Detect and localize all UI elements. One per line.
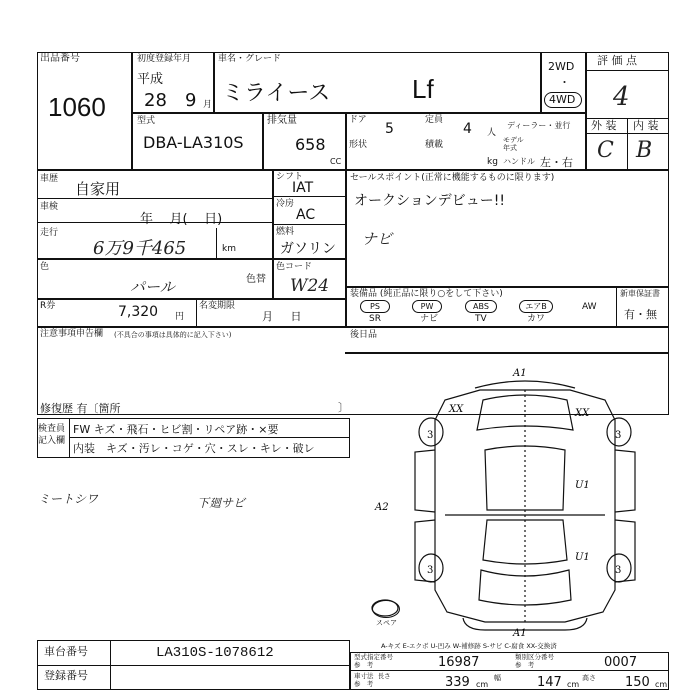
capacity-label: 定員 [425,115,444,125]
drive-2wd: 2WD [548,60,575,73]
equipment-abs: ABS [465,300,497,313]
inspector-row2: キズ・汚レ・コゲ・穴・スレ・キレ・破レ [106,442,315,455]
class-code: 0007 [604,655,638,670]
displacement-label: 排気量 [267,115,297,126]
divider [37,665,350,666]
mark-3-rl: 3 [427,565,434,576]
fuel-label: 燃料 [276,227,295,237]
inspector-label: 検査員 記入欄 [38,424,66,446]
mark-3-rr: 3 [615,565,622,576]
divider [272,258,274,298]
color-code: W24 [290,276,330,296]
name-change-label: 名変期限 [199,301,236,311]
exterior-label: 外 装 [591,119,617,132]
equipment-sr: SR [369,314,381,324]
history-label: 車歴 [40,174,59,184]
divider [345,286,669,288]
color-label: 色 [40,262,50,272]
equipment-aw: AW [582,302,597,312]
cc: CC [330,157,342,166]
rating-label: 評 価 点 [597,54,637,67]
mark-u1-lower: U1 [575,552,590,563]
mileage-label: 走行 [40,228,59,238]
mark-a2: A2 [375,502,389,513]
model: DBA-LA310S [143,133,244,152]
load-label: 積載 [425,140,444,150]
kg-label: kg [487,157,498,167]
shift-label: シフト [276,172,304,182]
divider [131,112,585,114]
spare-tire-circle [372,600,400,618]
new-car-warranty: 有・無 [624,308,657,321]
divider [272,196,345,197]
divider [262,112,264,170]
divider [196,298,197,326]
year: 28 [144,90,167,111]
divider [627,118,628,170]
km-label: km [222,244,236,254]
mark-xx-left: XX [449,404,464,415]
width-unit: cm [567,680,580,689]
exterior-grade: C [597,138,614,163]
equipment-pw: PW [412,300,442,313]
color-change-label: 色替 [246,274,266,285]
equipment-airbag: エアB [519,300,553,313]
divider [616,286,617,326]
name-change-value: 月 日 [262,310,302,323]
drive-dot: ・ [559,76,570,89]
rating: 4 [613,82,630,112]
inspector-row2-label: 内装 [73,442,95,455]
divider [213,52,215,112]
capacity-unit: 人 [487,128,497,138]
length: 339 [445,675,470,690]
handle: 左・右 [540,156,573,169]
car-name: ミライース [222,81,331,106]
month-unit: 月 [203,100,213,110]
height-label: 高さ [582,674,596,682]
class-code-label: 類別区分番号 参 考 [515,653,554,669]
interior-label: 内 装 [633,119,659,132]
mark-3-fr: 3 [615,430,622,441]
divider [345,170,347,326]
width: 147 [537,675,562,690]
rear-items-label: 後日品 [350,330,378,340]
notes-label: 注意事項申告欄 [40,329,104,339]
divider [345,352,669,354]
doors: 5 [385,121,394,137]
mark-a1-bottom: A1 [513,628,527,639]
equipment-navi: ナビ [420,314,439,324]
equipment-tv: TV [475,314,487,324]
divider [69,418,70,458]
sales-point-2: ナビ [362,230,393,248]
height: 150 [625,675,650,690]
recycle: 7,320 [118,304,159,320]
height-unit: cm [655,680,668,689]
divider [540,52,542,112]
era: 平成 [137,72,164,87]
notes-sub-label: (不具合の事項は具体的に記入下さい) [114,331,232,339]
divider [37,298,345,300]
type-code: 16987 [438,655,480,670]
dim-label: 車寸法 長さ 参 考 [354,672,391,688]
color: パール [130,278,175,296]
car-name-label: 車名・グレード [218,54,282,64]
divider [69,437,350,438]
divider [37,258,345,260]
width-label: 幅 [494,674,501,682]
type-code-label: 型式指定番号 参 考 [354,653,393,669]
history: 自家用 [75,180,121,198]
grade: Lf [412,74,434,104]
divider [272,224,345,225]
mileage: 6万9千465 [93,238,187,259]
sales-point-1: オークションデビュー!! [354,193,505,209]
legend: A-キズ E-エクボ U-凹み W-補修跡 S-サビ C-腐食 XX-交換済 [381,642,557,650]
mark-a1-top: A1 [513,368,527,379]
shaken-value: 年 月( 日) [140,212,223,227]
lot-number: 1060 [48,92,106,122]
divider [350,670,669,671]
ac-label: 冷房 [276,199,295,209]
repair-history: 修復歴 有〔箇所 [40,402,121,415]
yen-label: 円 [175,312,185,322]
divider [345,112,347,170]
reg-label: 登録番号 [44,669,88,682]
capacity: 4 [463,121,472,137]
model-label: 型式 [137,116,156,126]
divider [110,640,111,690]
equipment-ps: PS [360,300,390,313]
dealer-label: ディーラー・並行 [507,121,571,130]
new-car-warranty-label: 新車保証書 [620,289,660,298]
spare-label: スペア [376,619,397,627]
equipment-leather: カワ [527,314,546,324]
shift: IAT [292,180,314,196]
door-label: ドア [349,115,367,125]
handle-label: ハンドル [503,157,535,166]
sales-points-label: セールスポイント(正常に機能するものに限ります) [350,173,555,183]
mark-u1-upper: U1 [575,480,590,491]
chassis-label: 車台番号 [44,645,88,658]
mark-3-fl: 3 [427,430,434,441]
divider [37,326,669,328]
divider [37,198,272,199]
repair-close: 〕 [338,401,349,414]
recycle-label: R券 [40,301,56,311]
divider [216,228,217,258]
length-unit: cm [476,680,489,689]
first-reg-label: 初度登録年月 [137,54,192,64]
interior-grade: B [636,138,653,163]
ac: AC [296,207,316,223]
equipment-label: 装備品 (純正品に限り○をして下さい) [350,289,503,299]
lot-label: 出品番号 [40,53,80,64]
inspector-note-2: 下廻サビ [197,496,246,510]
fuel: ガソリン [280,241,336,257]
shape-label: 形状 [349,140,368,150]
divider [585,70,669,71]
displacement: 658 [295,135,326,154]
mark-xx-right: XX [575,408,590,419]
inspector-row1: FW キズ・飛石・ヒビ割・リペア跡・×要 [73,423,279,436]
drive-4wd: 4WD [549,93,576,106]
month: 9 [185,90,197,111]
shaken-label: 車検 [40,202,59,212]
chassis: LA310S-1078612 [156,645,274,661]
color-code-label: 色コード [276,262,313,272]
inspector-note-1: ミートシワ [38,492,99,506]
model-year-label: モデル 年式 [503,136,524,152]
divider [131,52,133,170]
